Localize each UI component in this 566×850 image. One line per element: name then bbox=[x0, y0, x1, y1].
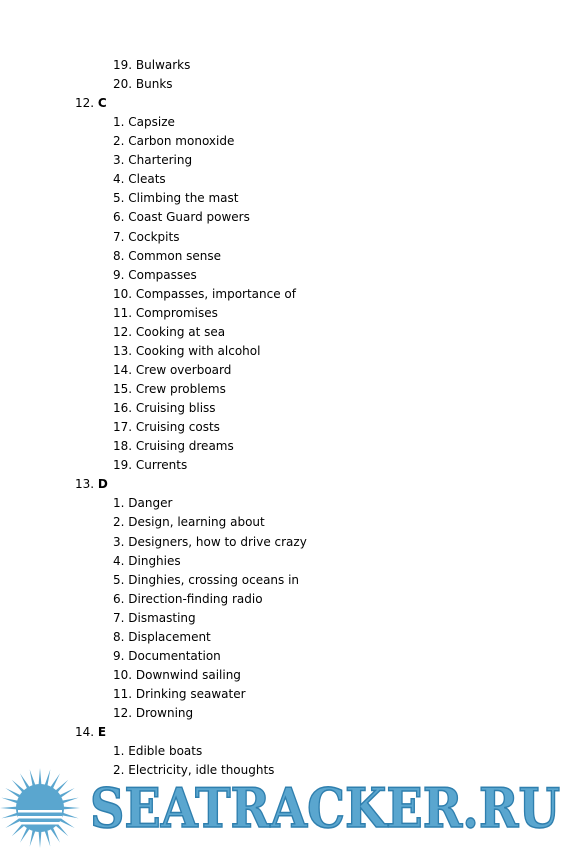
list-item: 18. Cruising dreams bbox=[113, 439, 234, 454]
list-item: 5. Dinghies, crossing oceans in bbox=[113, 572, 300, 587]
section-heading-e bbox=[75, 725, 106, 740]
watermark-text: SEATRACKER.RU bbox=[90, 776, 560, 840]
list-item: 14. Crew overboard bbox=[113, 362, 232, 377]
list-item: 12. Cooking at sea bbox=[113, 324, 226, 339]
list-item: 2. Electricity, idle thoughts bbox=[113, 763, 275, 778]
list-item: 3. Designers, how to drive crazy bbox=[113, 534, 307, 549]
list-item: 19. Bulwarks bbox=[113, 58, 191, 72]
list-item: 9. Compasses bbox=[113, 267, 197, 282]
list-item: 7. Cockpits bbox=[113, 229, 180, 244]
watermark bbox=[0, 765, 566, 850]
sun-wave-icon bbox=[0, 768, 80, 848]
list-item: 15. Crew problems bbox=[113, 382, 226, 397]
list-item: 7. Dismasting bbox=[113, 610, 196, 625]
list-item: 9. Documentation bbox=[113, 648, 221, 663]
list-item: 1. Capsize bbox=[113, 115, 175, 130]
section-number: 14. bbox=[75, 725, 95, 740]
list-item: 4. Dinghies bbox=[113, 553, 181, 568]
section-heading-c bbox=[75, 96, 107, 111]
list-item: 10. Downwind sailing bbox=[113, 667, 241, 682]
list-item: 16. Cruising bliss bbox=[113, 401, 216, 416]
list-item: 5. Climbing the mast bbox=[113, 191, 239, 206]
list-item: 3. Chartering bbox=[113, 153, 193, 168]
section-letter: E bbox=[97, 725, 107, 740]
list-item: 13. Cooking with alcohol bbox=[113, 343, 261, 358]
list-item: 20. Bunks bbox=[113, 77, 173, 92]
list-item: 19. Currents bbox=[113, 458, 188, 473]
section-letter: D bbox=[97, 477, 108, 492]
list-item: 1. Danger bbox=[113, 496, 173, 511]
list-item: 1. Edible boats bbox=[113, 744, 203, 759]
list-item: 8. Displacement bbox=[113, 629, 211, 644]
list-item: 6. Coast Guard powers bbox=[113, 210, 250, 225]
section-number: 13. bbox=[75, 477, 95, 492]
section-heading-d bbox=[75, 477, 108, 492]
section-letter: C bbox=[97, 96, 107, 111]
list-item: 2. Design, learning about bbox=[113, 515, 265, 530]
list-item: 17. Cruising costs bbox=[113, 420, 220, 435]
section-number: 12. bbox=[75, 96, 95, 111]
list-item: 8. Common sense bbox=[113, 248, 221, 263]
list-item: 10. Compasses, importance of bbox=[113, 286, 296, 301]
list-item: 12. Drowning bbox=[113, 706, 194, 721]
list-item: 11. Drinking seawater bbox=[113, 686, 246, 701]
list-item: 2. Carbon monoxide bbox=[113, 134, 235, 149]
list-item: 11. Compromises bbox=[113, 305, 218, 320]
list-item: 4. Cleats bbox=[113, 172, 166, 187]
list-item: 6. Direction-finding radio bbox=[113, 591, 263, 606]
